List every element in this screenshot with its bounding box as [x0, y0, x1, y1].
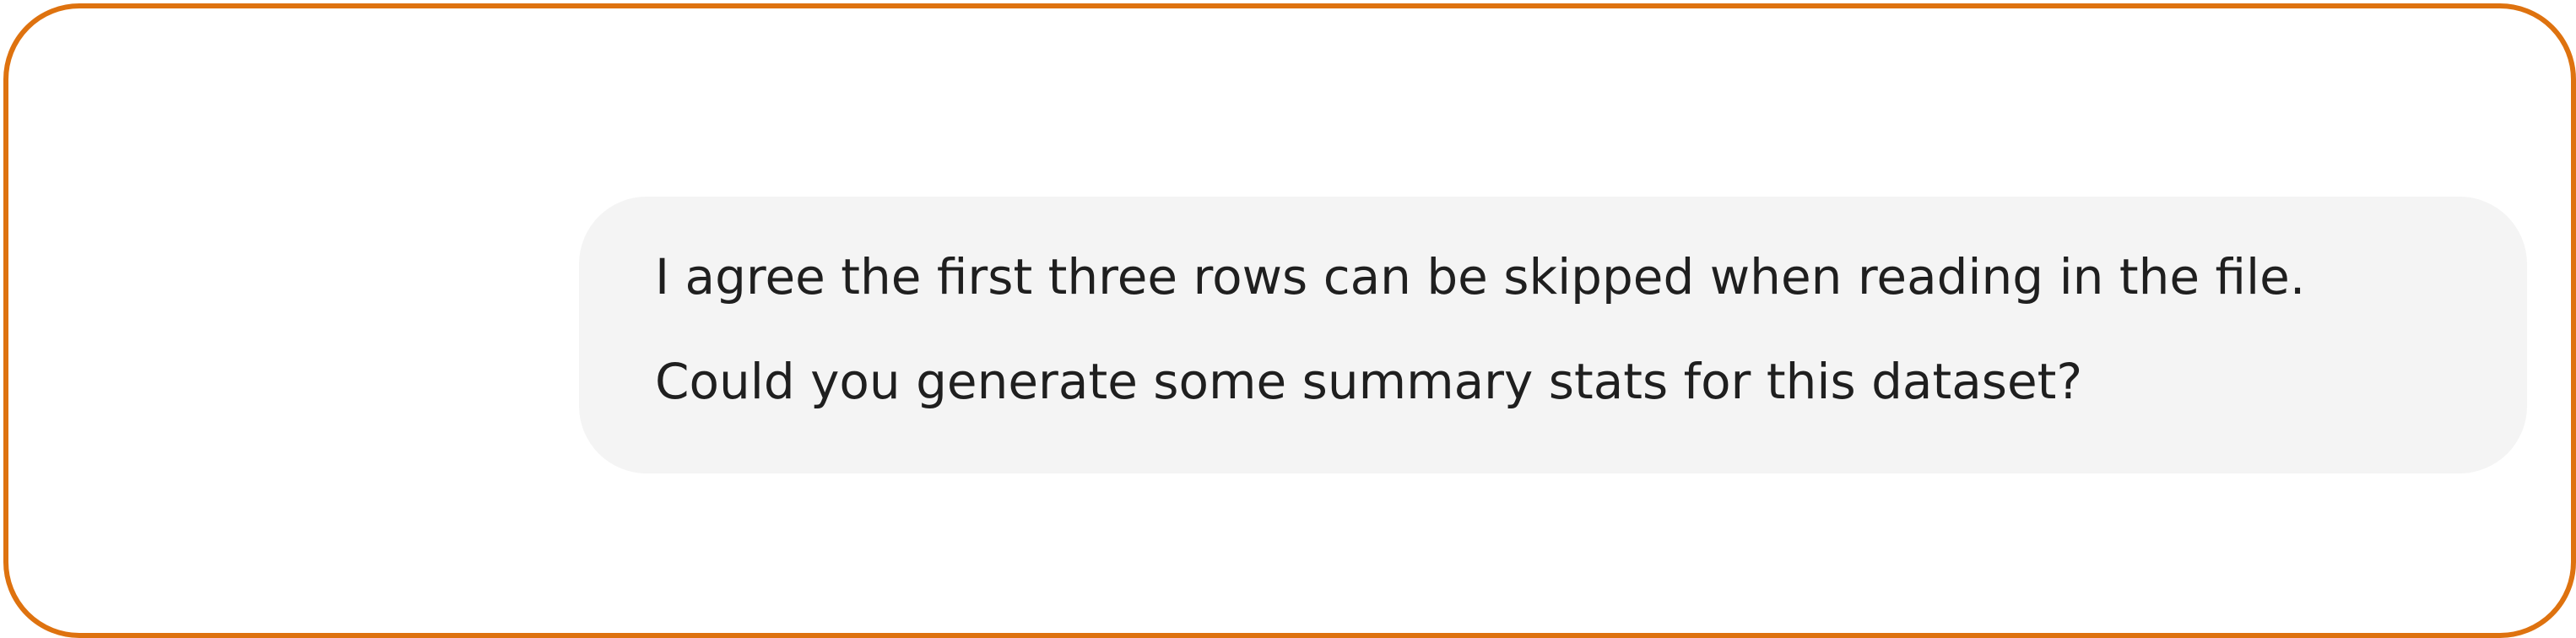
- message-line-1: I agree the first three rows can be skipped when reading in the file.: [655, 248, 2306, 305]
- user-message-bubble: [579, 197, 2527, 473]
- chat-frame: [3, 3, 2576, 638]
- message-line-2: Could you generate some summary stats for this dataset?: [655, 353, 2083, 410]
